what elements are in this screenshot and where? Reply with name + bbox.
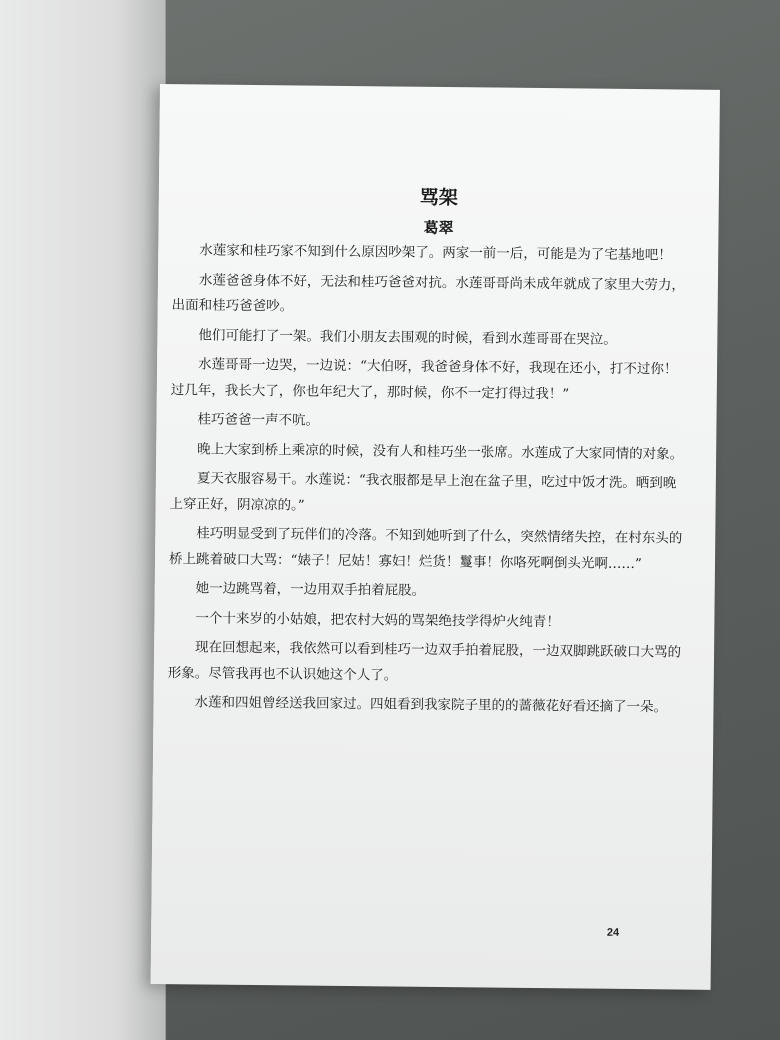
paragraph: 夏天衣服容易干。水莲说：“我衣服都是早上泡在盆子里，吃过中饭才洗。晒到晚上穿正好，阴凉凉的。” [169, 470, 677, 514]
paragraph: 晚上大家到桥上乘凉的时候，没有人和桂巧坐一张席。水莲成了大家同情的对象。 [197, 440, 684, 462]
page-number: 24 [606, 926, 620, 939]
author-name: 葛翠 [423, 218, 454, 238]
paragraph: 一个十来岁的小姑娘，把农村大妈的骂架绝技学得炉火纯青！ [195, 609, 560, 630]
paragraph: 桂巧爸爸一声不吭。 [197, 411, 320, 429]
body-text [167, 238, 690, 725]
paragraph: 水莲爸爸身体不好，无法和桂巧爸爸对抗。水莲哥哥尚未成年就成了家里大劳力，出面和桂巧爸爸吵。 [171, 271, 686, 315]
paragraph: 桂巧明显受到了玩伴们的冷落。不知到她听到了什么，突然情绪失控，在村东头的桥上跳着破口大骂：“婊子！尼姑！寡妇！烂货！鬘事！你咯死啊倒头光啊……” [168, 525, 683, 572]
chapter-title: 骂架 [419, 186, 458, 210]
paragraph: 她一边跳骂着，一边用双手拍着屁股。 [195, 580, 426, 599]
paragraph: 水莲家和桂巧家不知到什么原因吵架了。两家一前一后，可能是为了宅基地吧！ [199, 242, 672, 264]
left-page-edge [0, 0, 166, 1040]
paragraph: 他们可能打了一架。我们小朋友去围观的时候，看到水莲哥哥在哭泣。 [198, 326, 617, 348]
paragraph: 现在回想起来，我依然可以看到桂巧一边双手拍着屁股，一边双脚跳跃破口大骂的形象。尽管我再也不认识她这个人了。 [167, 639, 682, 684]
book-page [151, 84, 720, 990]
paragraph: 水莲和四姐曾经送我回家过。四姐看到我家院子里的的蔷薇花好看还摘了一朵。 [194, 694, 668, 716]
paragraph: 水莲哥哥一边哭，一边说：“大伯呀，我爸爸身体不好，我现在还小，打不过你！过几年，我长大了，你也年纪大了，那时候，你不一定打得过我！” [170, 356, 678, 402]
